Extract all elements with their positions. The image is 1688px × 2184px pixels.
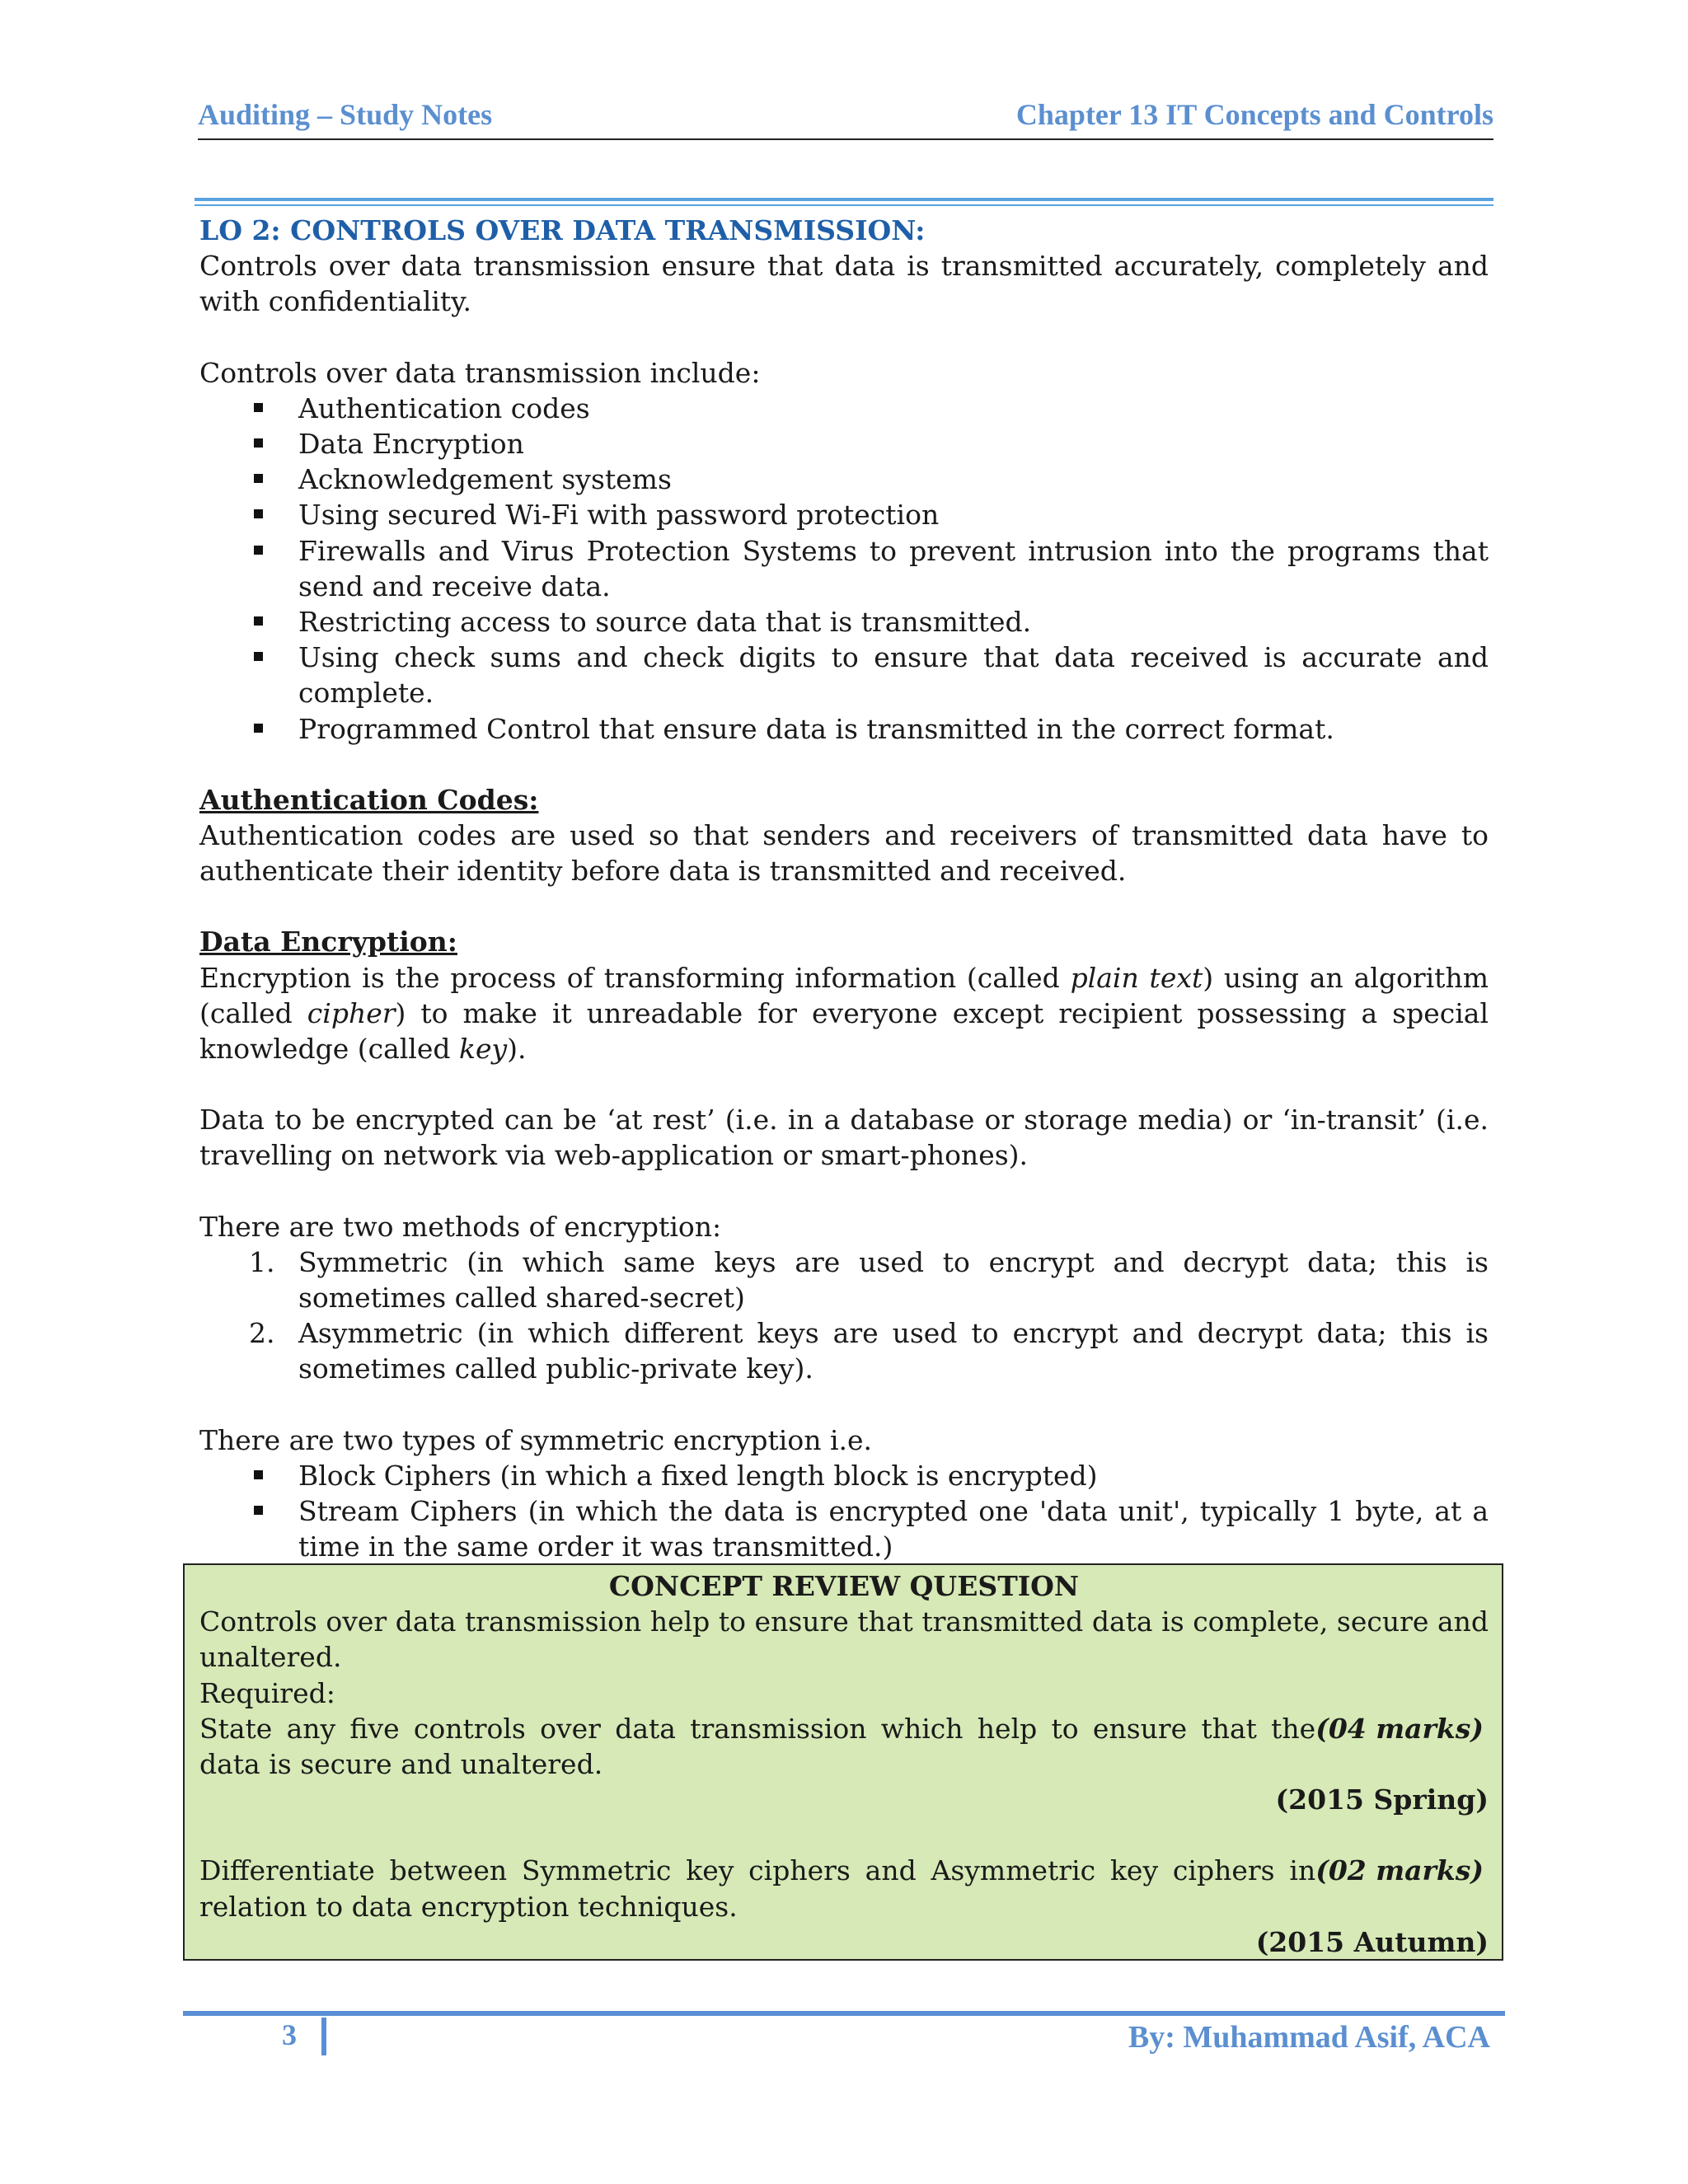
methods-list <box>199 1244 1489 1387</box>
types-list <box>199 1458 1489 1565</box>
review-q1-marks: (04 marks) <box>1315 1712 1484 1745</box>
header-book-title: Auditing – Study Notes <box>198 98 493 131</box>
methods-lead: There are two methods of encryption: <box>199 1210 722 1243</box>
bullet-icon <box>254 1506 263 1515</box>
list-item: Firewalls and Virus Protection Systems to prevent intrusion into the programs that send and receive data. <box>199 533 1489 604</box>
list-item: 1. Symmetric (in which same keys are used to encrypt and decrypt data; this is sometimes called shared-secret) <box>249 1245 1489 1315</box>
review-q1-stem: Controls over data transmission help to ensure that transmitted data is complete, secure and unaltered. <box>199 1605 1489 1674</box>
page-header <box>198 97 1493 140</box>
footer-rule <box>183 2011 1505 2016</box>
bullet-icon <box>254 546 263 555</box>
bullet-icon <box>254 474 263 483</box>
review-q1-required: Required: <box>199 1676 335 1709</box>
bullet-icon <box>254 724 263 733</box>
auth-heading: Authentication Codes: <box>199 783 539 816</box>
main-content <box>199 213 1489 1565</box>
concept-review-box <box>183 1563 1503 1961</box>
review-q1-session: (2015 Spring) <box>1275 1783 1489 1816</box>
review-title: CONCEPT REVIEW QUESTION <box>608 1570 1080 1602</box>
list-item: 2. Asymmetric (in which different keys are used to encrypt and decrypt data; this is sometimes called public-private key). <box>249 1317 1489 1385</box>
bullet-icon <box>254 403 263 412</box>
list-item: Block Ciphers (in which a fixed length block is encrypted) <box>199 1458 1489 1493</box>
bullet-icon <box>254 1470 263 1479</box>
bullet-icon <box>254 652 263 661</box>
encryption-heading: Data Encryption: <box>199 926 457 958</box>
header-chapter-title: Chapter 13 IT Concepts and Controls <box>1015 98 1493 131</box>
review-q2-task: (02 marks) Differentiate between Symmetric key ciphers and Asymmetric key ciphers in relation to data encryption techniques. <box>199 1853 1489 1924</box>
list-item: Data Encryption <box>199 426 1489 462</box>
intro-paragraph: Controls over data transmission ensure that data is transmitted accurately, completely and with confidentiality. <box>199 250 1489 318</box>
types-lead: There are two types of symmetric encryption i.e. <box>199 1423 873 1456</box>
list-item: Stream Ciphers (in which the data is encrypted one 'data unit', typically 1 byte, at a time in the same order it was transmitted.) <box>199 1493 1489 1564</box>
bullet-icon <box>254 438 263 448</box>
review-q1-task: (04 marks) State any five controls over data transmission which help to ensure that the data is secure and unaltered. <box>199 1711 1489 1782</box>
list-item: Restricting access to source data that is transmitted. <box>199 604 1489 640</box>
section-divider <box>195 198 1493 206</box>
controls-lead: Controls over data transmission include: <box>199 356 761 389</box>
list-item: Using secured Wi-Fi with password protection <box>199 497 1489 532</box>
review-q2-marks: (02 marks) <box>1315 1854 1484 1887</box>
footer-author: By: Muhammad Asif, ACA <box>1128 2020 1490 2055</box>
auth-paragraph: Authentication codes are used so that senders and receivers of transmitted data have to authenticate their identity before data is transmitted and received. <box>199 819 1489 888</box>
bullet-icon <box>254 509 263 518</box>
list-item: Using check sums and check digits to ensure that data received is accurate and complete. <box>199 640 1489 710</box>
list-item: Authentication codes <box>199 391 1489 426</box>
page-number: 3 <box>282 2018 326 2055</box>
lo-heading: LO 2: CONTROLS OVER DATA TRANSMISSION: <box>199 214 926 246</box>
bullet-icon <box>254 616 263 626</box>
review-q2-session: (2015 Autumn) <box>1255 1925 1489 1958</box>
list-item: Programmed Control that ensure data is transmitted in the correct format. <box>199 711 1489 747</box>
list-item: Acknowledgement systems <box>199 462 1489 497</box>
encryption-states: Data to be encrypted can be ‘at rest’ (i.e. in a database or storage media) or ‘in-transit’ (i.e. travelling on network via web-application or smart-phones). <box>199 1104 1489 1172</box>
encryption-definition: Encryption is the process of transforming information (called plain text) using an algorithm (called cipher) to make it unreadable for everyone except recipient possessing a special knowledge (called key). <box>199 961 1489 1066</box>
controls-list <box>199 391 1489 747</box>
